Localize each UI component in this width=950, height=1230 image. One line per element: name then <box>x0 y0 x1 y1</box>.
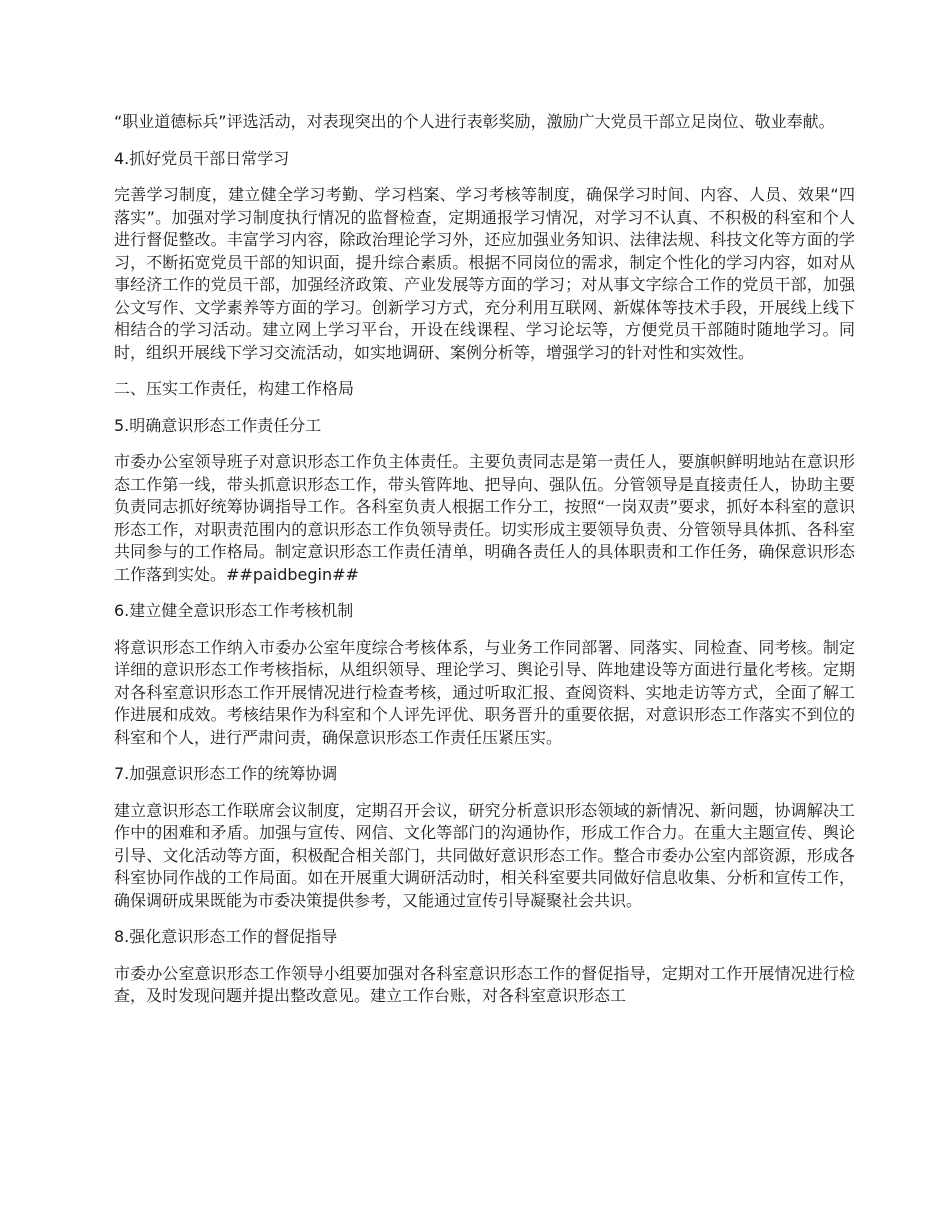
heading-7-coordination: 7.加强意识形态工作的统筹协调 <box>114 764 338 783</box>
paragraph-coordination: 建立意识形态工作联席会议制度，定期召开会议，研究分析意识形态领域的新情况、新问题，协调解决工作中的困难和矛盾。加强与宣传、网信、文化等部门的沟通协作，形成工作合力。在重大主题宣传、舆论引导、文化活动等方面，积极配合相关部门，共同做好意识形态工作。整合市委办公室内部资源，形成各科室协同作战的工作局面。如在开展重大调研活动时，相关科室要共同做好信息收集、分析和宣传工作，确保调研成果既能为市委决策提供参考，又能通过宣传引导凝聚社会共识。 <box>114 800 855 910</box>
heading-6-assessment: 6.建立健全意识形态工作考核机制 <box>114 601 354 620</box>
heading-4-study: 4.抓好党员干部日常学习 <box>114 148 290 168</box>
paragraph-responsibility: 市委办公室领导班子对意识形态工作负主体责任。主要负责同志是第一责任人，要旗帜鲜明地站在意识形态工作第一线，带头抓意识形态工作，带头管阵地、把导向、强队伍。分管领导是直接责任人，协助主要负责同志抓好统筹协调指导工作。各科室负责人根据工作分工，按照“一岗双责”要求，抓好本科室的意识形态工作，对职责范围内的意识形态工作负领导责任。切实形成主要领导负责、分管领导具体抓、各科室共同参与的工作格局。制定意识形态工作责任清单，明确各责任人的具体职责和工作任务，确保意识形态工作落到实处。##paidbegin## <box>114 452 855 584</box>
paragraph-study: 完善学习制度，建立健全学习考勤、学习档案、学习考核等制度，确保学习时间、内容、人员、效果“四落实”。加强对学习制度执行情况的监督检查，定期通报学习情况，对学习不认真、不积极的科室和个人进行督促整改。丰富学习内容，除政治理论学习外，还应加强业务知识、法律法规、科技文化等方面的学习，不断拓宽党员干部的知识面，提升综合素质。根据不同岗位的需求，制定个性化的学习内容，如对从事经济工作的党员干部，加强经济政策、产业发展等方面的学习；对从事文字综合工作的党员干部，加强公文写作、文学素养等方面的学习。创新学习方式，充分利用互联网、新媒体等技术手段，开展线上线下相结合的学习活动。建立网上学习平台，开设在线课程、学习论坛等，方便党员干部随时随地学习。同时，组织开展线下学习交流活动，如实地调研、案例分析等，增强学习的针对性和实效性。 <box>114 185 855 362</box>
paragraph-supervision: 市委办公室意识形态工作领导小组要加强对各科室意识形态工作的督促指导，定期对工作开展情况进行检查，及时发现问题并提出整改意见。建立工作台账，对各科室意识形态工 <box>114 963 855 1005</box>
heading-8-supervision: 8.强化意识形态工作的督促指导 <box>114 927 338 946</box>
paragraph-intro: “职业道德标兵”评选活动，对表现突出的个人进行表彰奖励，激励广大党员干部立足岗位、敬业奉献。 <box>114 112 835 131</box>
heading-5-responsibility: 5.明确意识形态工作责任分工 <box>114 415 322 435</box>
section-heading-2: 二、压实工作责任，构建工作格局 <box>114 379 355 398</box>
paragraph-assessment: 将意识形态工作纳入市委办公室年度综合考核体系，与业务工作同部署、同落实、同检查、同考核。制定详细的意识形态工作考核指标，从组织领导、理论学习、舆论引导、阵地建设等方面进行量化考核。定期对各科室意识形态工作开展情况进行检查考核，通过听取汇报、查阅资料、实地走访等方式，全面了解工作进展和成效。考核结果作为科室和个人评先评优、职务晋升的重要依据，对意识形态工作落实不到位的科室和个人，进行严肃问责，确保意识形态工作责任压紧压实。 <box>114 637 855 747</box>
